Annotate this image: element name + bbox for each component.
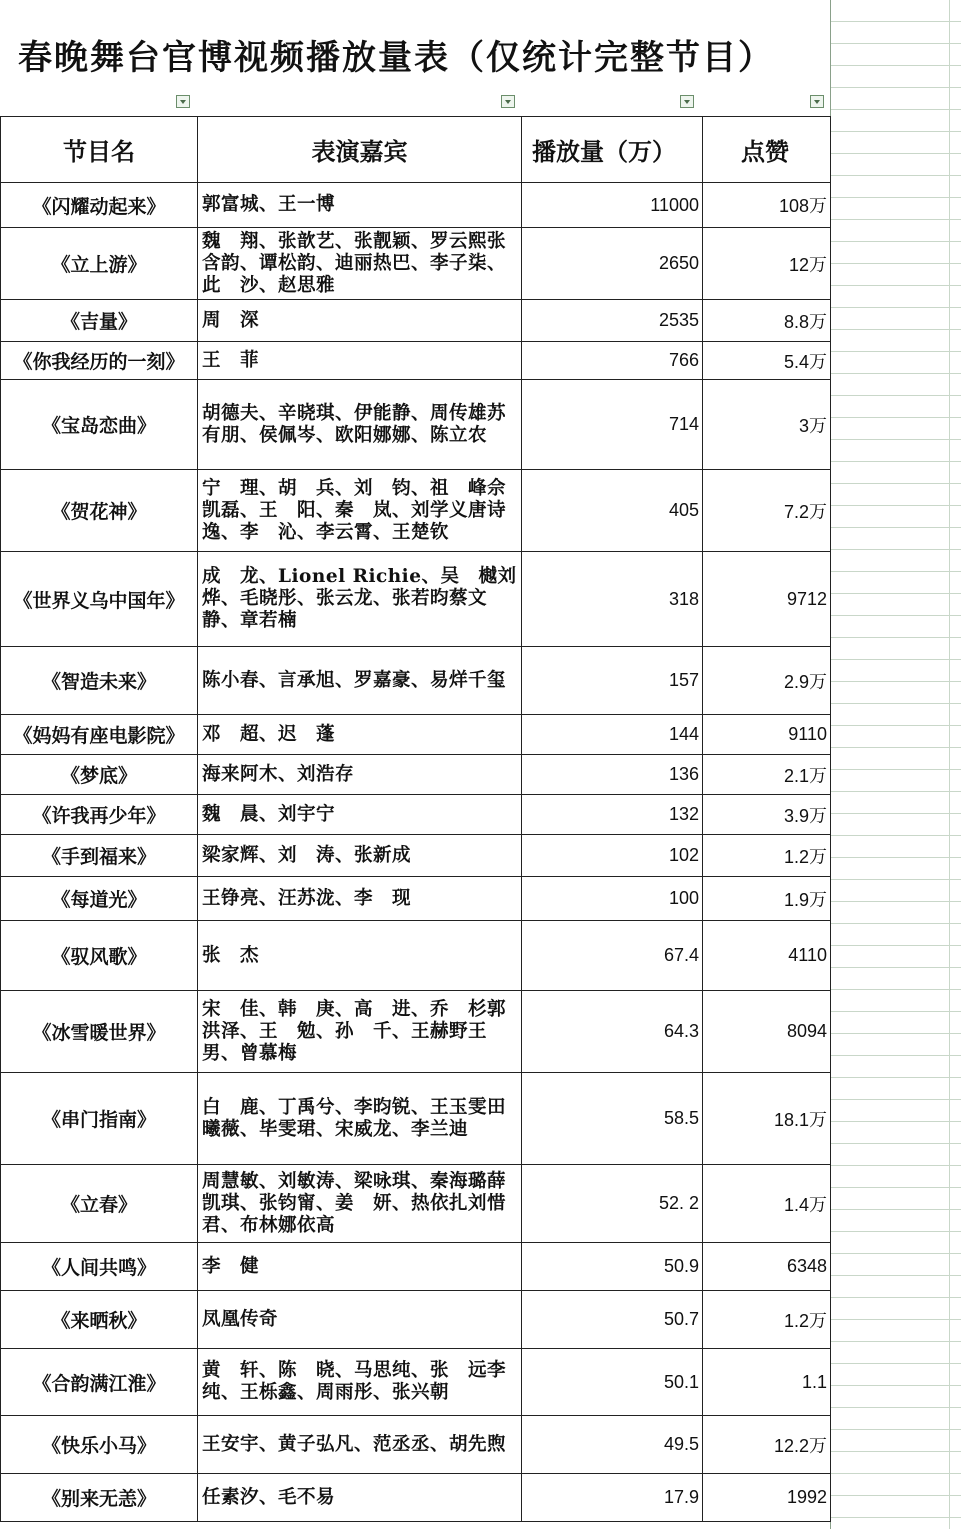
likes-cell[interactable]: 3万 bbox=[703, 380, 831, 470]
performers-cell[interactable]: 任素汐、毛不易 bbox=[198, 1474, 522, 1522]
performers-cell[interactable]: 张 杰 bbox=[198, 921, 522, 991]
program-name-cell[interactable]: 《吉量》 bbox=[1, 300, 198, 342]
likes-cell[interactable]: 2.1万 bbox=[703, 755, 831, 795]
likes-cell[interactable]: 5.4万 bbox=[703, 342, 831, 380]
program-name-cell[interactable]: 《别来无恙》 bbox=[1, 1474, 198, 1522]
performers-cell[interactable]: 宋 佳、韩 庚、高 进、乔 杉郭洪泽、王 勉、孙 千、王赫野王 男、曾慕梅 bbox=[198, 991, 522, 1073]
filter-dropdown-icon-name[interactable] bbox=[176, 95, 190, 108]
performers-cell[interactable]: 胡德夫、辛晓琪、伊能静、周传雄苏有朋、侯佩岑、欧阳娜娜、陈立农 bbox=[198, 380, 522, 470]
likes-cell[interactable]: 1.4万 bbox=[703, 1165, 831, 1243]
table-row bbox=[1, 1165, 831, 1243]
table-row bbox=[1, 342, 831, 380]
performers-cell[interactable]: 海来阿木、刘浩存 bbox=[198, 755, 522, 795]
likes-cell[interactable]: 6348 bbox=[703, 1243, 831, 1291]
table-row bbox=[1, 877, 831, 921]
filter-dropdown-icon-plays[interactable] bbox=[680, 95, 694, 108]
plays-cell[interactable]: 102 bbox=[522, 835, 703, 877]
program-name-cell[interactable]: 《来晒秋》 bbox=[1, 1291, 198, 1349]
likes-cell[interactable]: 18.1万 bbox=[703, 1073, 831, 1165]
performers-cell[interactable]: 周慧敏、刘敏涛、梁咏琪、秦海璐薛凯琪、张钧甯、姜 妍、热依扎刘惜君、布林娜依高 bbox=[198, 1165, 522, 1243]
plays-cell[interactable]: 52. 2 bbox=[522, 1165, 703, 1243]
likes-cell[interactable]: 8094 bbox=[703, 991, 831, 1073]
performers-cell[interactable]: 梁家辉、刘 涛、张新成 bbox=[198, 835, 522, 877]
plays-cell[interactable]: 157 bbox=[522, 647, 703, 715]
header-row bbox=[1, 117, 831, 183]
plays-cell[interactable]: 405 bbox=[522, 470, 703, 552]
plays-cell[interactable]: 50.7 bbox=[522, 1291, 703, 1349]
plays-cell[interactable]: 67.4 bbox=[522, 921, 703, 991]
performers-cell[interactable]: 魏 翔、张歆艺、张靓颖、罗云熙张含韵、谭松韵、迪丽热巴、李子柒、此 沙、赵思雅 bbox=[198, 228, 522, 300]
table-row bbox=[1, 228, 831, 300]
likes-cell[interactable]: 1.2万 bbox=[703, 835, 831, 877]
program-name-cell[interactable]: 《妈妈有座电影院》 bbox=[1, 715, 198, 755]
table-row bbox=[1, 1474, 831, 1522]
plays-cell[interactable]: 714 bbox=[522, 380, 703, 470]
likes-cell[interactable]: 9712 bbox=[703, 552, 831, 647]
table-row bbox=[1, 715, 831, 755]
table-row bbox=[1, 835, 831, 877]
filter-dropdown-icon-performers[interactable] bbox=[501, 95, 515, 108]
plays-cell[interactable]: 766 bbox=[522, 342, 703, 380]
sheet-title: 春晚舞台官博视频播放量表（仅统计完整节目） bbox=[18, 38, 774, 78]
filter-dropdown-icon-likes[interactable] bbox=[810, 95, 824, 108]
performers-cell[interactable]: 王铮亮、汪苏泷、李 现 bbox=[198, 877, 522, 921]
program-name-cell[interactable]: 《驭风歌》 bbox=[1, 921, 198, 991]
likes-cell[interactable]: 1.1 bbox=[703, 1349, 831, 1416]
table-row bbox=[1, 1349, 831, 1416]
header-plays[interactable]: 播放量（万） bbox=[522, 117, 703, 183]
program-name-cell[interactable]: 《贺花神》 bbox=[1, 470, 198, 552]
likes-cell[interactable]: 12万 bbox=[703, 228, 831, 300]
table-row bbox=[1, 380, 831, 470]
program-name-cell[interactable]: 《冰雪暖世界》 bbox=[1, 991, 198, 1073]
program-name-cell[interactable]: 《每道光》 bbox=[1, 877, 198, 921]
table-row bbox=[1, 755, 831, 795]
program-name-cell[interactable]: 《串门指南》 bbox=[1, 1073, 198, 1165]
empty-sheet-columns bbox=[830, 0, 961, 1529]
plays-cell[interactable]: 100 bbox=[522, 877, 703, 921]
program-name-cell[interactable]: 《手到福来》 bbox=[1, 835, 198, 877]
plays-cell[interactable]: 318 bbox=[522, 552, 703, 647]
header-name[interactable]: 节目名 bbox=[1, 117, 198, 183]
data-table bbox=[0, 116, 831, 1522]
performers-cell[interactable]: 白 鹿、丁禹兮、李昀锐、王玉雯田曦薇、毕雯珺、宋威龙、李兰迪 bbox=[198, 1073, 522, 1165]
program-name-cell[interactable]: 《人间共鸣》 bbox=[1, 1243, 198, 1291]
plays-cell[interactable]: 49.5 bbox=[522, 1416, 703, 1474]
likes-cell[interactable]: 12.2万 bbox=[703, 1416, 831, 1474]
table-row bbox=[1, 1416, 831, 1474]
table-row bbox=[1, 1073, 831, 1165]
program-name-cell[interactable]: 《你我经历的一刻》 bbox=[1, 342, 198, 380]
performers-cell[interactable]: 宁 理、胡 兵、刘 钧、祖 峰佘凯磊、王 阳、秦 岚、刘学义唐诗逸、李 沁、李云霄、王楚钦 bbox=[198, 470, 522, 552]
likes-cell[interactable]: 8.8万 bbox=[703, 300, 831, 342]
plays-cell[interactable]: 58.5 bbox=[522, 1073, 703, 1165]
plays-cell[interactable]: 2650 bbox=[522, 228, 703, 300]
likes-cell[interactable]: 7.2万 bbox=[703, 470, 831, 552]
plays-cell[interactable]: 50.1 bbox=[522, 1349, 703, 1416]
table-row bbox=[1, 921, 831, 991]
table-row bbox=[1, 1291, 831, 1349]
table-row bbox=[1, 991, 831, 1073]
program-name-cell[interactable]: 《立春》 bbox=[1, 1165, 198, 1243]
performers-cell[interactable]: 王安宇、黄子弘凡、范丞丞、胡先煦 bbox=[198, 1416, 522, 1474]
program-name-cell[interactable]: 《合韵满江淮》 bbox=[1, 1349, 198, 1416]
likes-cell[interactable]: 2.9万 bbox=[703, 647, 831, 715]
likes-cell[interactable]: 4110 bbox=[703, 921, 831, 991]
likes-cell[interactable]: 3.9万 bbox=[703, 795, 831, 835]
plays-cell[interactable]: 144 bbox=[522, 715, 703, 755]
likes-cell[interactable]: 1.2万 bbox=[703, 1291, 831, 1349]
plays-cell[interactable]: 11000 bbox=[522, 183, 703, 228]
likes-cell[interactable]: 1.9万 bbox=[703, 877, 831, 921]
plays-cell[interactable]: 50.9 bbox=[522, 1243, 703, 1291]
header-performers[interactable]: 表演嘉宾 bbox=[198, 117, 522, 183]
table-row bbox=[1, 647, 831, 715]
program-name-cell[interactable]: 《世界义乌中国年》 bbox=[1, 552, 198, 647]
performers-cell[interactable]: 黄 轩、陈 晓、马思纯、张 远李 纯、王栎鑫、周雨彤、张兴朝 bbox=[198, 1349, 522, 1416]
table-row bbox=[1, 552, 831, 647]
table-row bbox=[1, 795, 831, 835]
table-row bbox=[1, 1243, 831, 1291]
likes-cell[interactable]: 108万 bbox=[703, 183, 831, 228]
performers-cell[interactable]: 成 龙、Lionel Richie、吴 樾刘 烨、毛晓彤、张云龙、张若昀蔡文静、章若楠 bbox=[198, 552, 522, 647]
plays-cell[interactable]: 136 bbox=[522, 755, 703, 795]
header-likes[interactable]: 点赞 bbox=[703, 117, 831, 183]
performers-cell[interactable]: 陈小春、言承旭、罗嘉豪、易烊千玺 bbox=[198, 647, 522, 715]
program-name-cell[interactable]: 《闪耀动起来》 bbox=[1, 183, 198, 228]
program-name-cell[interactable]: 《梦底》 bbox=[1, 755, 198, 795]
table-row bbox=[1, 470, 831, 552]
plays-cell[interactable]: 132 bbox=[522, 795, 703, 835]
performers-cell[interactable]: 凤凰传奇 bbox=[198, 1291, 522, 1349]
program-name-cell[interactable]: 《宝岛恋曲》 bbox=[1, 380, 198, 470]
performers-cell[interactable]: 郭富城、王一博 bbox=[198, 183, 522, 228]
program-name-cell[interactable]: 《许我再少年》 bbox=[1, 795, 198, 835]
title-cell[interactable] bbox=[0, 0, 830, 117]
performers-cell[interactable]: 邓 超、迟 蓬 bbox=[198, 715, 522, 755]
performers-cell[interactable]: 李 健 bbox=[198, 1243, 522, 1291]
likes-cell[interactable]: 1992 bbox=[703, 1474, 831, 1522]
likes-cell[interactable]: 9110 bbox=[703, 715, 831, 755]
performers-cell[interactable]: 王 菲 bbox=[198, 342, 522, 380]
table-row bbox=[1, 183, 831, 228]
plays-cell[interactable]: 2535 bbox=[522, 300, 703, 342]
performers-cell[interactable]: 魏 晨、刘宇宁 bbox=[198, 795, 522, 835]
program-name-cell[interactable]: 《立上游》 bbox=[1, 228, 198, 300]
plays-cell[interactable]: 64.3 bbox=[522, 991, 703, 1073]
table-row bbox=[1, 300, 831, 342]
performers-cell[interactable]: 周 深 bbox=[198, 300, 522, 342]
program-name-cell[interactable]: 《快乐小马》 bbox=[1, 1416, 198, 1474]
program-name-cell[interactable]: 《智造未来》 bbox=[1, 647, 198, 715]
plays-cell[interactable]: 17.9 bbox=[522, 1474, 703, 1522]
